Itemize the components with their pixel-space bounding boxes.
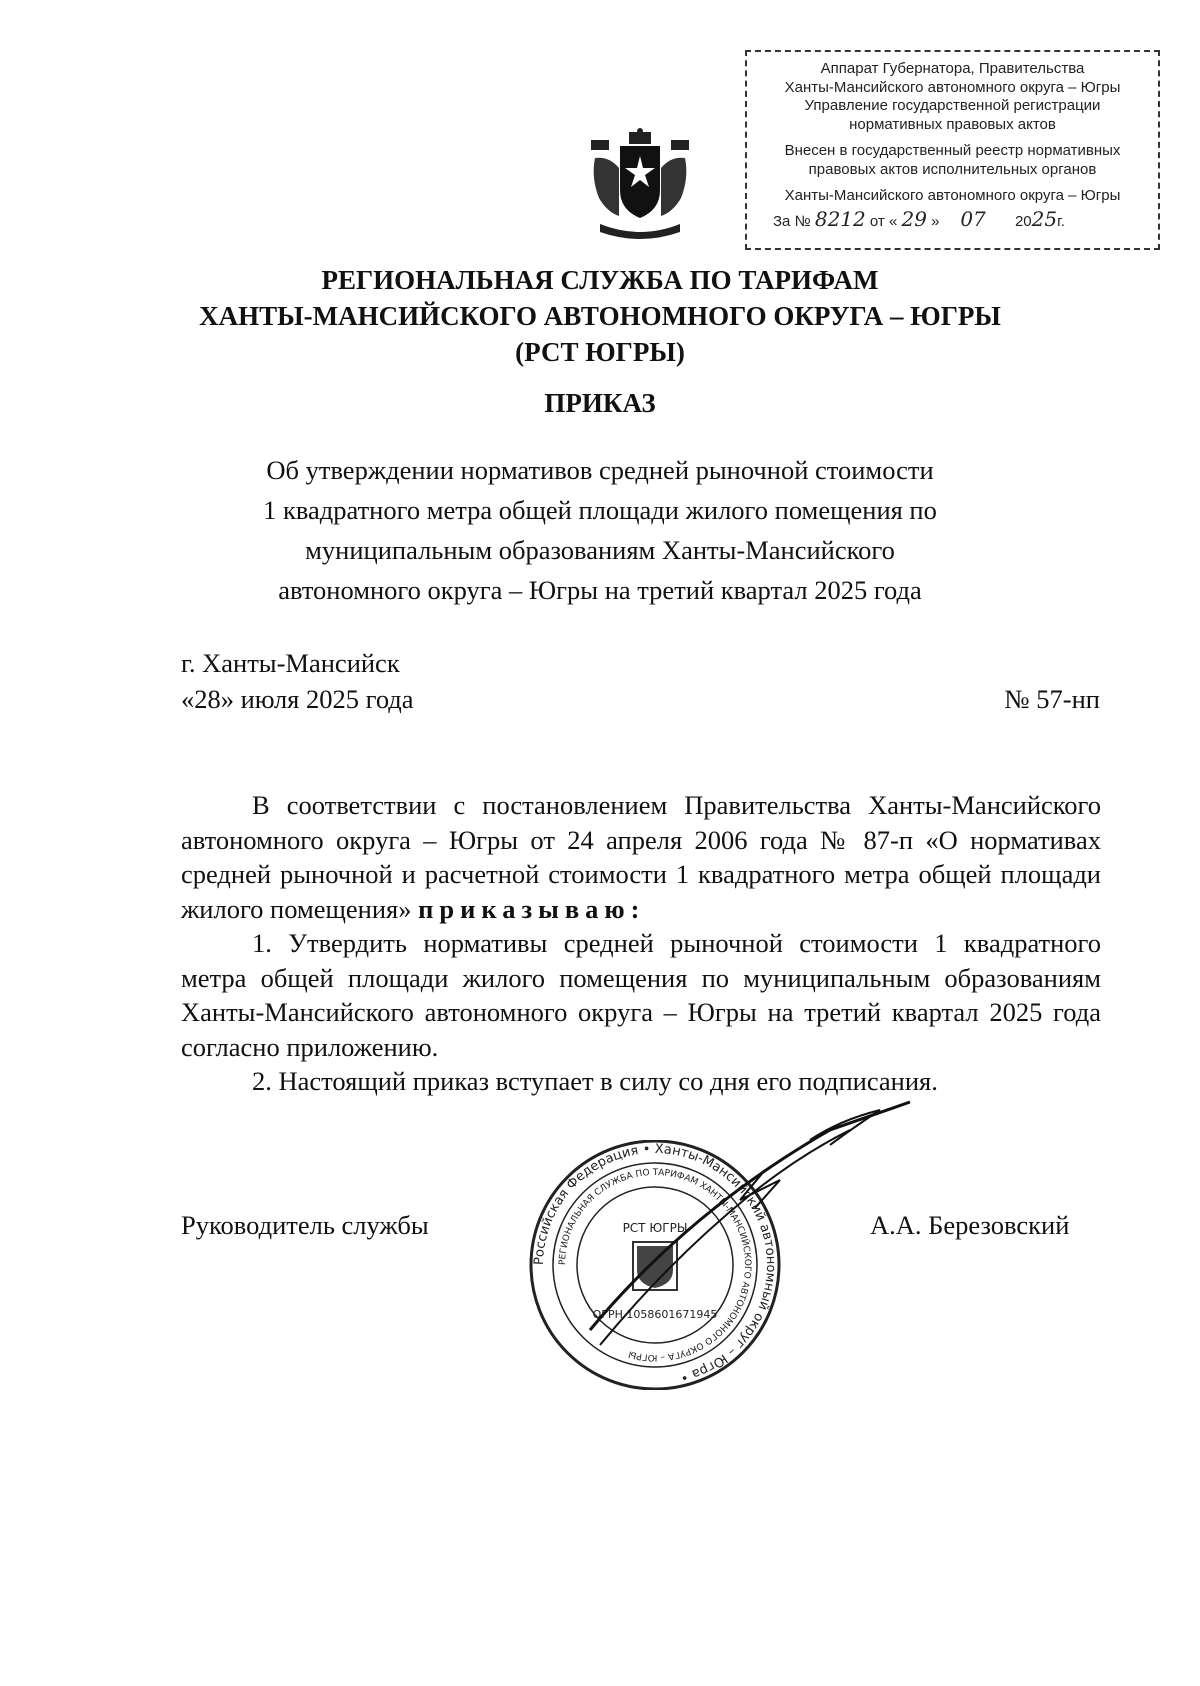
seal-center-text: РСТ ЮГРЫ	[622, 1221, 688, 1235]
stamp-line: Ханты-Мансийского автономного округа – Югры	[784, 78, 1121, 96]
paragraph-text: В соответствии с постановлением Правительства Ханты-Мансийского автономного округа – Югры от 24 апреля 2006 года № 87-п «О нормативах средней рыночной и расчетной стоимости 1 квадратного метра общей площади жилого помещения»	[181, 790, 1101, 924]
reg-number: 8212	[814, 206, 866, 231]
paragraph: 2. Настоящий приказ вступает в силу со дня его подписания.	[252, 1066, 938, 1096]
stamp-line: Внесен в государственный реестр нормативных	[784, 142, 1121, 159]
registration-stamp	[745, 50, 1160, 250]
handwritten-signature	[580, 1100, 920, 1360]
signer-title: Руководитель службы	[181, 1210, 429, 1240]
coat-of-arms-icon	[585, 128, 695, 246]
reg-year-suffix: 25	[1031, 206, 1058, 231]
reg-month: 07	[960, 206, 986, 231]
seal-ogrn: ОГРН 1058601671945	[592, 1308, 718, 1321]
reg-year-prefix: 20	[1014, 212, 1032, 230]
reg-day: 29	[901, 206, 927, 231]
organization-heading	[0, 262, 1200, 370]
subject-line: Об утверждении нормативов средней рыночной стоимости	[266, 455, 934, 485]
subject-line: автономного округа – Югры на третий квартал 2025 года	[278, 575, 922, 605]
document-body	[181, 788, 1101, 1099]
paragraph	[181, 788, 1101, 926]
stamp-line: нормативных правовых актов	[849, 115, 1056, 133]
document-subject	[0, 450, 1200, 610]
document-number: № 57-нп	[1004, 684, 1100, 714]
stamp-line: Управление государственной регистрации	[804, 97, 1101, 114]
document-date: «28» июля 2025 года	[181, 684, 414, 714]
paragraph: 1. Утвердить нормативы средней рыночной стоимости 1 квадратного метра общей площади жилого помещения по муниципальным образованиям Ханты-Мансийского автономного округа – Югры на третий квартал 2025 года согласно приложению.	[181, 928, 1101, 1062]
seal-inner-text: РЕГИОНАЛЬНАЯ СЛУЖБА ПО ТАРИФАМ ХАНТЫ-МАНСИЙСКОГО АВТОНОМНОГО ОКРУГА – ЮГРЫ	[557, 1167, 753, 1363]
reg-g: г.	[1057, 212, 1065, 230]
place-and-date	[181, 645, 414, 717]
signer-name: А.А. Березовский	[870, 1210, 1070, 1240]
directive-word: приказываю:	[418, 893, 646, 924]
seal-outer-text: Российская Федерация • Ханты-Мансийский автономный округ – Югра •	[531, 1141, 779, 1385]
place: г. Ханты-Мансийск	[181, 648, 400, 678]
reg-from: от «	[869, 212, 898, 230]
reg-close: »	[931, 212, 940, 230]
heading-line: РЕГИОНАЛЬНАЯ СЛУЖБА ПО ТАРИФАМ	[321, 265, 879, 295]
subject-line: 1 квадратного метра общей площади жилого помещения по	[263, 495, 937, 525]
registration-number-line	[753, 206, 1152, 232]
reg-prefix: За №	[773, 212, 811, 230]
heading-line: (РСТ ЮГРЫ)	[515, 337, 685, 367]
document-type: ПРИКАЗ	[544, 388, 656, 418]
stamp-line: Ханты-Мансийского автономного округа – Югры	[784, 187, 1121, 204]
subject-line: муниципальным образованиям Ханты-Мансийского	[305, 535, 895, 565]
stamp-line: правовых актов исполнительных органов	[808, 160, 1097, 178]
stamp-line: Аппарат Губернатора, Правительства	[820, 60, 1085, 77]
heading-line: ХАНТЫ-МАНСИЙСКОГО АВТОНОМНОГО ОКРУГА – ЮГРЫ	[199, 301, 1001, 331]
